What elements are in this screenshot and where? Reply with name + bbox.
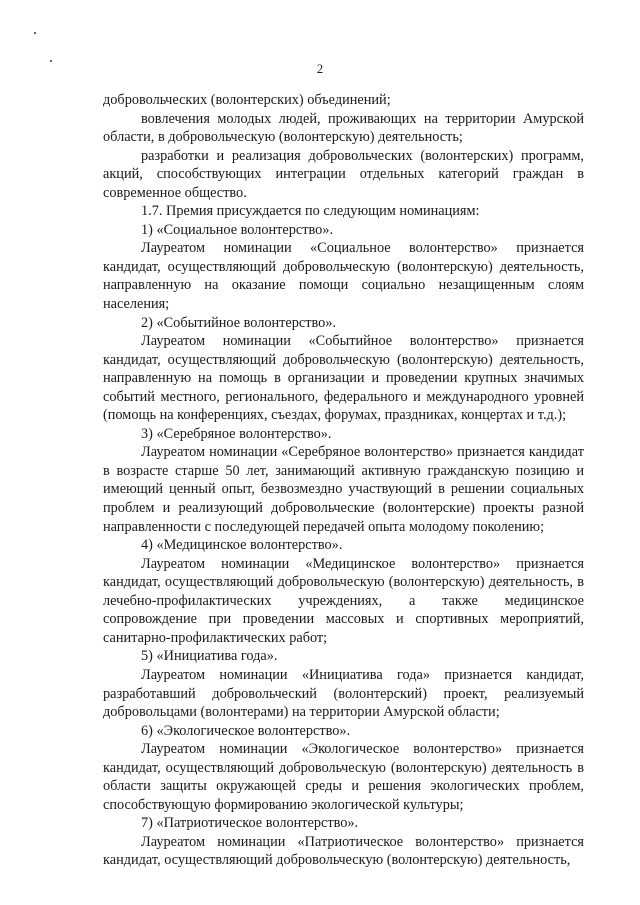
paragraph: Лауреатом номинации «Патриотическое волонтерство» признается кандидат, осуществляющий добровольческую (волонтерскую) деятельность,: [103, 833, 584, 869]
paragraph: Лауреатом номинации «Событийное волонтерство» признается кандидат, осуществляющий добровольческую (волонтерскую) деятельность, направленную на помощь в организации и проведении крупных значимых событий местного, регионального, федерального и международного уровней (помощь на конференциях, съездах, форумах, праздниках, концертах и т.д.);: [103, 333, 584, 424]
paragraph: Лауреатом номинации «Медицинское волонтерство» признается кандидат, осуществляющий добровольческую (волонтерскую) деятельность, в лечебно-профилактических учреждениях, а также медицинское сопровождение при проведении массовых и спортивных мероприятий, санитарно-профилактических работ;: [103, 555, 584, 646]
nomination-title: 6) «Экологическое волонтерство».: [141, 722, 351, 739]
paragraph: добровольческих (волонтерских) объединений;: [103, 92, 391, 108]
paragraph: Лауреатом номинации «Серебряное волонтерство» признается кандидат в возрасте старше 50 лет, занимающий активную гражданскую позицию и имеющий ценный опыт, безвозмездно участвующий в решении социальных проблем и реализующий добровольческие (волонтерские) проекты разной направленности с последующей передачей опыта молодому поколению;: [103, 444, 584, 535]
nomination-title: 1) «Социальное волонтерство».: [141, 221, 334, 238]
nomination-title: 4) «Медицинское волонтерство».: [141, 537, 343, 554]
paragraph: вовлечения молодых людей, проживающих на территории Амурской области, в добровольческую (волонтерскую) деятельность;: [103, 110, 584, 146]
page-number: 2: [316, 62, 324, 76]
section-heading: 1.7. Премия присуждается по следующим номинациям:: [141, 203, 480, 220]
scan-speck: [34, 32, 36, 34]
paragraph: Лауреатом номинации «Инициатива года» признается кандидат, разработавший добровольческий (волонтерский) проект, реализуемый добровольцами (волонтерами) на территории Амурской области;: [103, 666, 584, 721]
paragraph: Лауреатом номинации «Социальное волонтерство» признается кандидат, осуществляющий добровольческую (волонтерскую) деятельность, направленную на оказание помощи социально незащищенным слоям населения;: [103, 240, 584, 313]
nomination-title: 3) «Серебряное волонтерство».: [141, 425, 332, 442]
nomination-title: 7) «Патриотическое волонтерство».: [141, 815, 359, 832]
nomination-title: 5) «Инициатива года».: [141, 648, 278, 665]
paragraph: Лауреатом номинации «Экологическое волонтерство» признается кандидат, осуществляющий добровольческую (волонтерскую) деятельность в области защиты окружающей среды и решения экологических проблем, способствующую формированию экологической культуры;: [103, 741, 584, 813]
body-text: [103, 91, 584, 870]
nomination-title: 2) «Событийное волонтерство».: [141, 314, 337, 331]
paragraph: разработки и реализация добровольческих (волонтерских) программ, акций, способствующих интеграции отдельных категорий граждан в современное общество.: [103, 147, 584, 201]
